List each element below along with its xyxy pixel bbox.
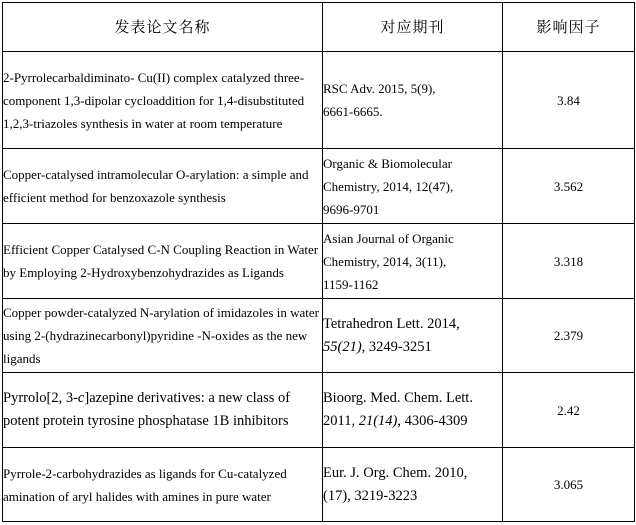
- impact-factor: 3.318: [503, 224, 635, 299]
- journal-line: 1159-1162: [323, 276, 379, 292]
- journal-citation: [323, 149, 503, 224]
- paper-title: Copper-catalysed intramolecular O-arylation: a simple and efficient method for benzoxazole synthesis: [3, 149, 323, 224]
- paper-title-part: ]azepine derivatives: a new class of potent protein tyrosine phosphatase 1B inhibitors: [3, 390, 291, 429]
- paper-title: [3, 373, 323, 448]
- table-row: [3, 448, 635, 522]
- journal-citation: [323, 224, 503, 299]
- paper-title-italic: c: [77, 390, 85, 406]
- journal-citation: [323, 448, 503, 522]
- journal-volume: 55(21): [323, 338, 362, 355]
- header-journal: 对应期刊: [323, 3, 503, 52]
- impact-factor: 2.379: [503, 299, 635, 373]
- journal-line: 9696-9701: [323, 201, 380, 217]
- impact-factor: 3.065: [503, 448, 635, 522]
- paper-title: Copper powder-catalyzed N-arylation of imidazoles in water using 2-(hydrazinecarbonyl)pyridine -N-oxides as the new ligands: [3, 299, 323, 373]
- journal-line: Chemistry, 2014, 3(11),: [323, 253, 447, 269]
- journal-year: 2011,: [323, 413, 359, 429]
- journal-line: Organic & Biomolecular: [323, 155, 453, 171]
- publications-table: [2, 2, 635, 522]
- table-row: [3, 299, 635, 373]
- journal-line: (17), 3219-3223: [323, 487, 418, 504]
- journal-line: 6661-6665.: [323, 104, 383, 119]
- journal-line: [323, 336, 502, 359]
- journal-citation: [323, 299, 503, 373]
- paper-title: 2-Pyrrolecarbaldiminato- Cu(II) complex catalyzed three-component 1,3-dipolar cycloaddition for 1,4-disubstituted 1,2,3-triazoles synthesis in water at room temperature: [3, 52, 323, 149]
- paper-title: Pyrrole-2-carbohydrazides as ligands for Cu-catalyzed amination of aryl halides with amines in pure water: [3, 448, 323, 522]
- journal-citation: [323, 52, 503, 149]
- journal-line: RSC Adv. 2015, 5(9),: [323, 81, 436, 96]
- journal-line: Bioorg. Med. Chem. Lett.: [323, 390, 473, 406]
- header-title: 发表论文名称: [3, 3, 323, 52]
- table-row: [3, 52, 635, 149]
- paper-title-part: Pyrrolo[2, 3-: [3, 390, 78, 406]
- journal-line: [323, 410, 502, 433]
- header-impact-factor: 影响因子: [503, 3, 635, 52]
- journal-pages: , 3249-3251: [361, 338, 432, 355]
- impact-factor: 3.84: [503, 52, 635, 149]
- table-row: [3, 373, 635, 448]
- journal-line: Asian Journal of Organic: [323, 230, 454, 246]
- impact-factor: 2.42: [503, 373, 635, 448]
- impact-factor: 3.562: [503, 149, 635, 224]
- journal-line: Eur. J. Org. Chem. 2010,: [323, 464, 468, 481]
- journal-volume: 21(14): [358, 413, 398, 429]
- journal-citation: [323, 373, 503, 448]
- table-row: [3, 149, 635, 224]
- journal-line: Chemistry, 2014, 12(47),: [323, 178, 454, 194]
- table-row: [3, 224, 635, 299]
- journal-line: Tetrahedron Lett. 2014,: [323, 315, 460, 332]
- journal-pages: , 4306-4309: [397, 413, 468, 429]
- header-row: [3, 3, 635, 52]
- paper-title: Efficient Copper Catalysed C-N Coupling Reaction in Water by Employing 2-Hydroxybenzohydrazides as Ligands: [3, 224, 323, 299]
